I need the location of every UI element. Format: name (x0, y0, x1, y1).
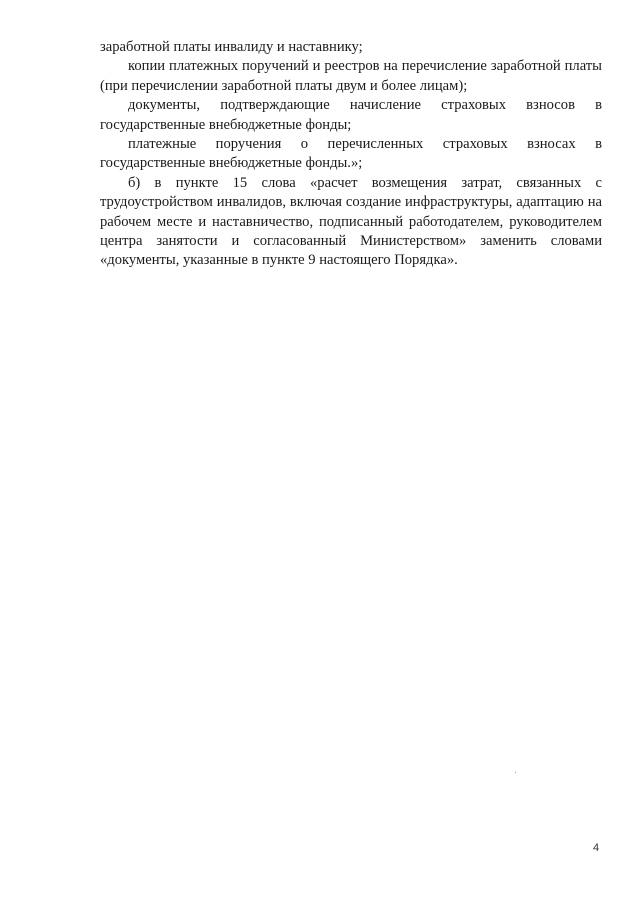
paragraph-insurance-payment-orders: платежные поручения о перечисленных страховых взносах в государственные внебюджетные фонды.»; (100, 136, 602, 172)
body-text (100, 38, 602, 271)
page-number: 4 (593, 842, 600, 854)
paragraph-payment-orders-copies: копии платежных поручений и реестров на перечисление заработной платы (при перечислении заработной платы двум и более лицам); (100, 58, 602, 94)
paragraph-salary-continuation: заработной платы инвалиду и наставнику; (100, 39, 363, 55)
scan-speck (515, 772, 516, 773)
paragraph-insurance-documents: документы, подтверждающие начисление страховых взносов в государственные внебюджетные фонды; (100, 97, 602, 133)
paragraph-clause-15-amendment: б) в пункте 15 слова «расчет возмещения затрат, связанных с трудоустройством инвалидов, включая создание инфраструктуры, адаптацию на рабочем месте и наставничество, подписанный работодателем, руководителем центра занятости и согласованный Министерством» заменить словами «документы, указанные в пункте 9 настоящего Порядка». (100, 174, 602, 269)
